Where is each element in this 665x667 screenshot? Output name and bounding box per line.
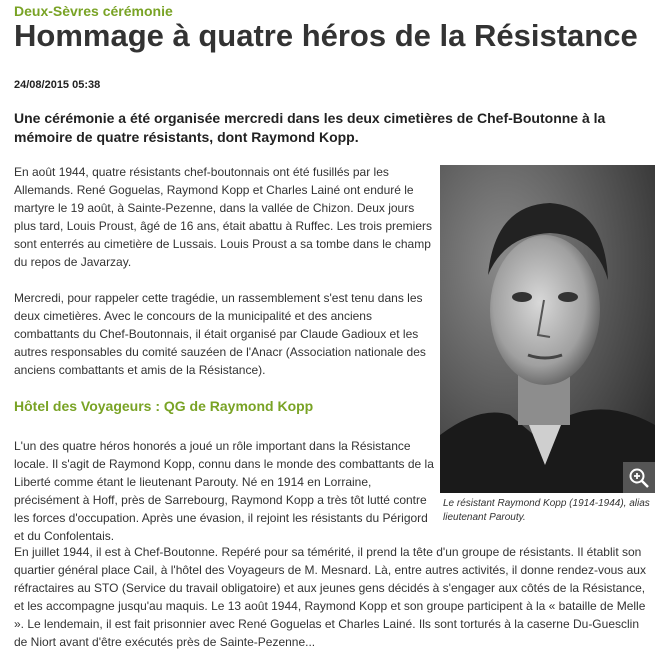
article-rubric[interactable]: Deux-Sèvres cérémonie <box>14 3 173 19</box>
article-date: 24/08/2015 05:38 <box>14 79 101 91</box>
article-paragraph: En juillet 1944, il est à Chef-Boutonne. Repéré pour sa témérité, il prend la tête d'un groupe de résistants. Il établit son quartier général place Cail, à l'hôtel des Voyageurs de M. Mesnard. Là, entre autres activités, il donne rendez-vous aux réfractaires au STO (Service du travail obligatoire) et aux jeunes gens décidés à s'engager aux côtés de la Résistance, et les accompagne jusqu'au maquis. Le 13 août 1944, Raymond Kopp et son groupe participent à la « bataille de Melle ». Le lendemain, il est fait prisonnier avec René Goguelas et Charles Lainé. Ils sont torturés à la caserne Du-Guesclin de Niort avant d'être exécutés près de Sainte-Pezenne... <box>14 545 646 649</box>
zoom-button[interactable] <box>623 462 655 493</box>
article-title: Hommage à quatre héros de la Résistance <box>14 18 638 53</box>
zoom-in-icon <box>628 467 650 489</box>
photo-caption: Le résistant Raymond Kopp (1914-1944), alias lieutenant Parouty. <box>443 498 650 523</box>
portrait-photo <box>440 165 655 493</box>
article-paragraph: En août 1944, quatre résistants chef-boutonnais ont été fusillés par les Allemands. René Goguelas, Raymond Kopp et Charles Lainé ont enduré le martyre le 19 août, à Sainte-Pezenne, dans la vallée de Chizon. Deux jours plus tard, Louis Proust, âgé de 16 ans, était abattu à Ruffec. Les trois premiers sont enterrés au cimetière de Lussais. Louis Proust a sa tombe dans le champ du repos de Javarzay. <box>14 165 433 269</box>
article-paragraph: L'un des quatre héros honorés a joué un rôle important dans la Résistance locale. Il s'agit de Raymond Kopp, connu dans le monde des combattants de la Liberté comme étant le lieutenant Parouty. Né en 1914 en Lorraine, précisément à Hoff, près de Sarrebourg, Raymond Kopp a très tôt lutté contre les forces d'occupation. Après une évasion, il rejoint les résistants du Périgord et du Confolentais. <box>14 439 434 543</box>
article-subheading: Hôtel des Voyageurs : QG de Raymond Kopp <box>14 398 314 414</box>
article-lead: Une cérémonie a été organisée mercredi dans les deux cimetières de Chef-Boutonne à la mémoire de quatre résistants, dont Raymond Kopp. <box>14 110 606 145</box>
article-photo[interactable] <box>440 165 655 493</box>
article-paragraph: Mercredi, pour rappeler cette tragédie, un rassemblement s'est tenu dans les deux cimetières. Avec le concours de la municipalité et des anciens combattants du Chef-Boutonnais, il était organisé par Claude Gadioux et les autres responsables du comité sauzéen de l'Anacr (Association nationale des anciens combattants et amis de la Résistance). <box>14 291 426 377</box>
